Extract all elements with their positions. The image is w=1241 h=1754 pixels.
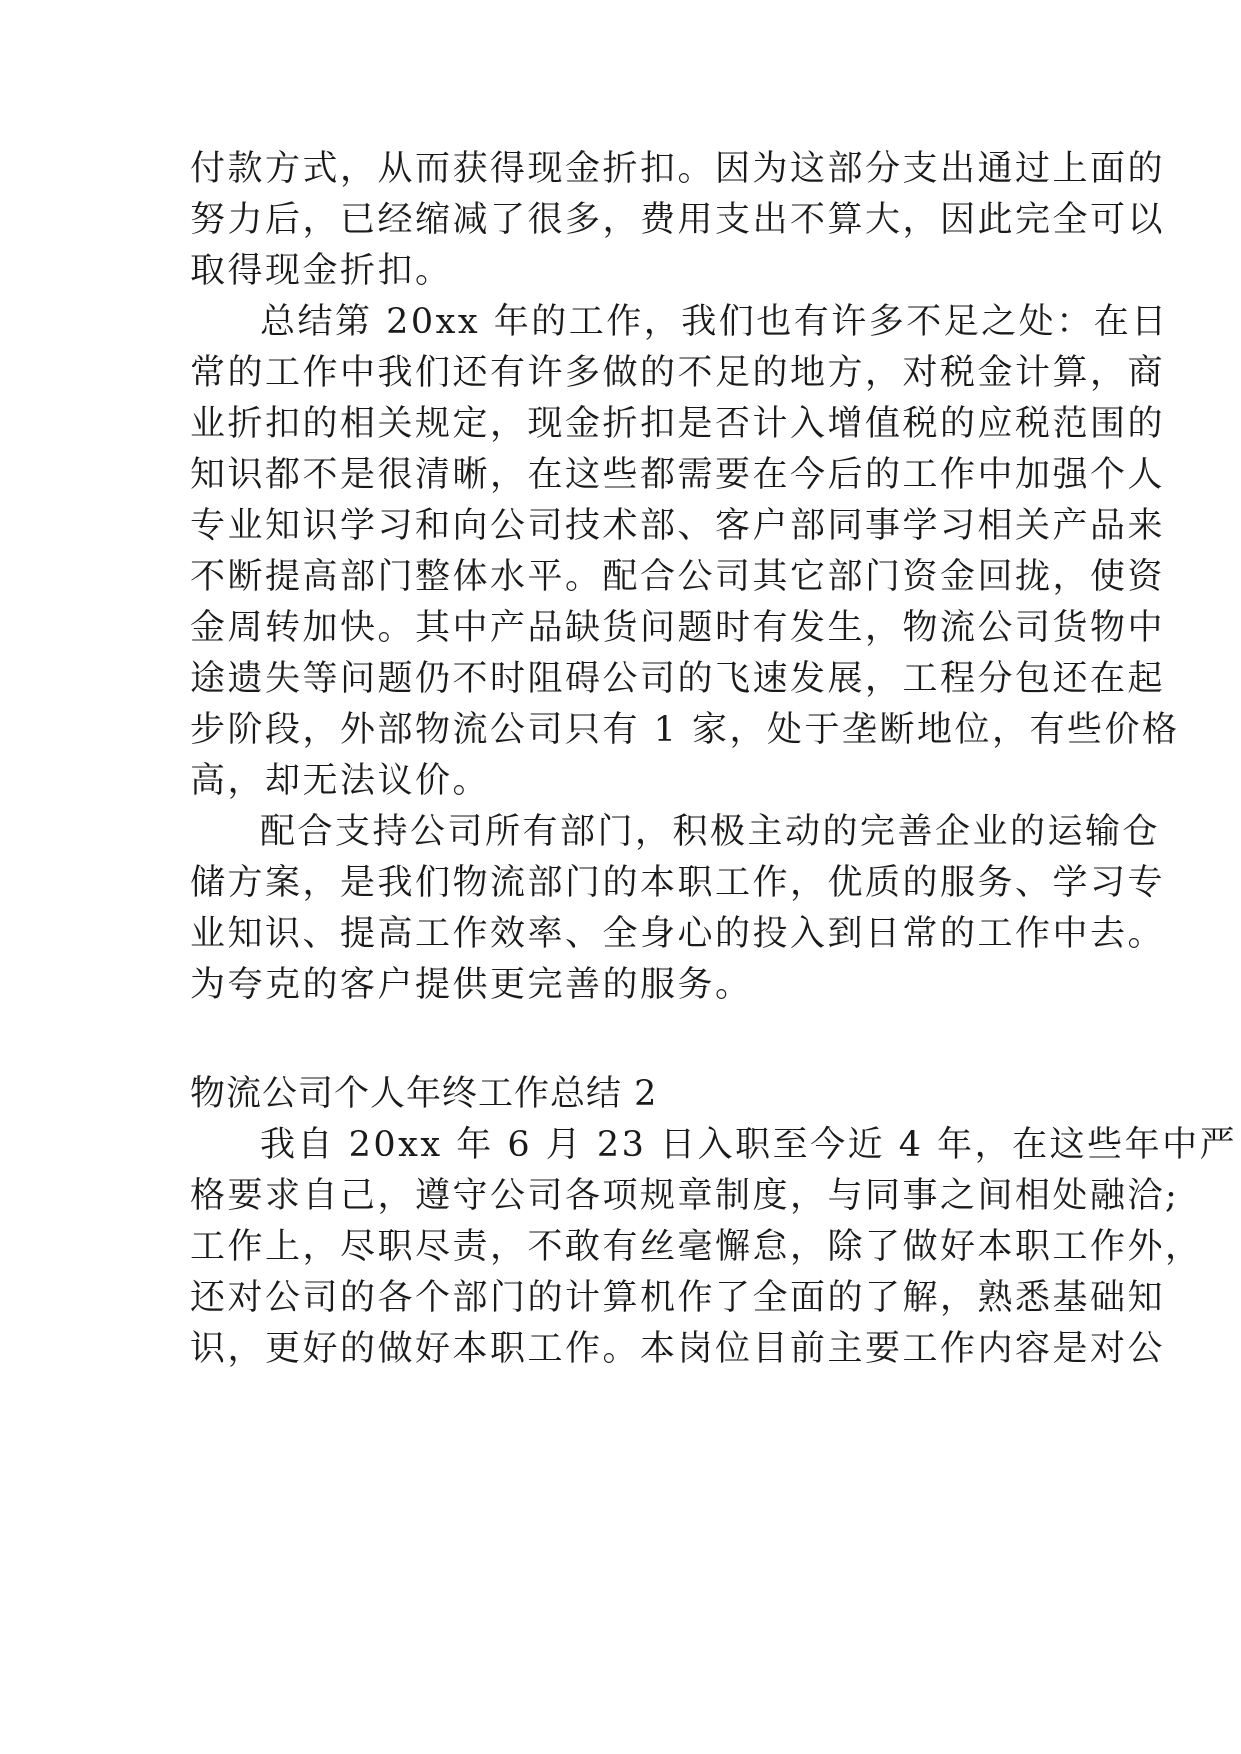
text-line: 业折扣的相关规定，现金折扣是否计入增值税的应税范围的 [190,404,1166,444]
text-line: 配合支持公司所有部门，积极主动的完善企业的运输仓 [260,812,1161,852]
text-line: 付款方式，从而获得现金折扣。因为这部分支出通过上面的 [190,149,1166,189]
text-line: 还对公司的各个部门的计算机作了全面的了解，熟悉基础知 [190,1278,1166,1318]
text-line: 格要求自己，遵守公司各项规章制度，与同事之间相处融洽; [190,1176,1180,1216]
text-line: 专业知识学习和向公司技术部、客户部同事学习相关产品来 [190,506,1166,546]
text-line: 我自 20xx 年 6 月 23 日入职至今近 4 年，在这些年中严 [260,1125,1238,1165]
text-line: 努力后，已经缩减了很多，费用支出不算大，因此完全可以 [190,200,1166,240]
text-line: 总结第 20xx 年的工作，我们也有许多不足之处：在日 [260,302,1169,342]
text-line: 步阶段，外部物流公司只有 1 家，处于垄断地位，有些价格 [190,710,1180,750]
text-line: 储方案，是我们物流部门的本职工作，优质的服务、学习专 [190,863,1166,903]
text-line: 金周转加快。其中产品缺货问题时有发生，物流公司货物中 [190,608,1166,648]
text-line: 高，却无法议价。 [190,761,491,801]
text-line: 常的工作中我们还有许多做的不足的地方，对税金计算，商 [190,353,1166,393]
text-line: 不断提高部门整体水平。配合公司其它部门资金回拢，使资 [190,557,1166,597]
text-line: 业知识、提高工作效率、全身心的投入到日常的工作中去。 [190,914,1166,954]
text-line: 取得现金折扣。 [190,251,453,291]
text-line: 工作上，尽职尽责，不敢有丝毫懈怠，除了做好本职工作外， [190,1227,1203,1267]
text-line: 识，更好的做好本职工作。本岗位目前主要工作内容是对公 [190,1329,1166,1369]
text-line: 知识都不是很清晰，在这些都需要在今后的工作中加强个人 [190,455,1166,495]
text-line: 为夸克的客户提供更完善的服务。 [190,965,753,1005]
section-title: 物流公司个人年终工作总结 2 [190,1074,658,1114]
text-line: 途遗失等问题仍不时阻碍公司的飞速发展，工程分包还在起 [190,659,1166,699]
